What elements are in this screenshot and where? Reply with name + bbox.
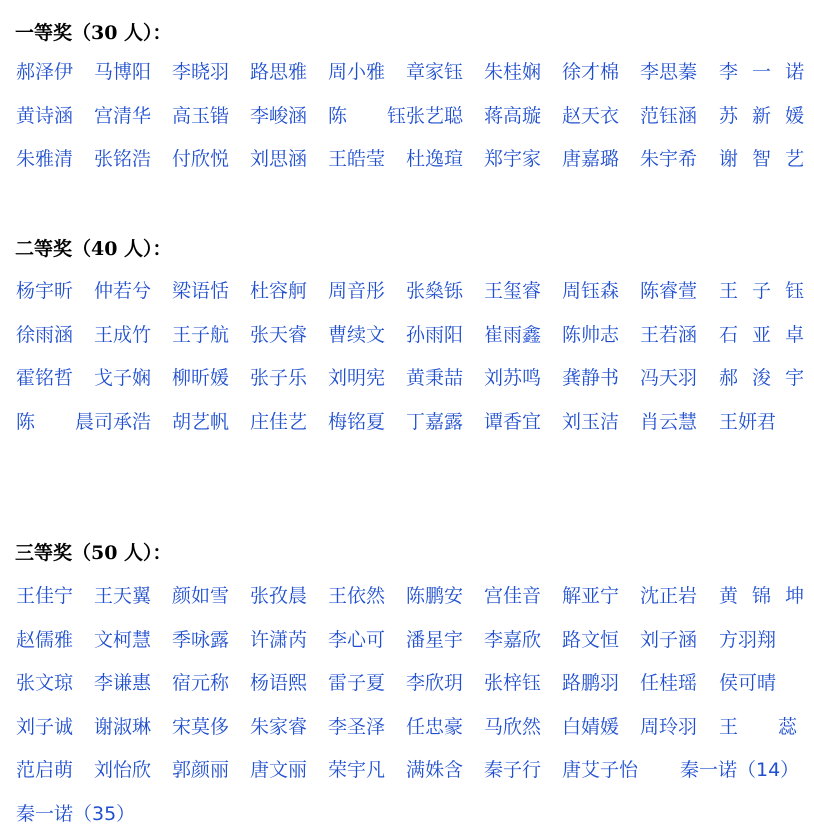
awardee-name: 唐文丽 xyxy=(250,759,308,781)
awardee-name: 李心可 xyxy=(328,629,386,651)
awardee-name: 王佳宁 xyxy=(16,585,74,607)
awardee-name: 颜如雪 xyxy=(172,585,230,607)
awardee-name: 路鹏羽 xyxy=(562,672,620,694)
awardee-name: 郝泽伊 xyxy=(16,61,74,83)
awardee-name: 郑宇家 xyxy=(484,148,542,170)
awardee-name: 唐艾子怡 xyxy=(562,759,639,781)
awardee-name: 张天睿 xyxy=(250,324,308,346)
awardee-name: 朱雅清 xyxy=(16,148,74,170)
awardee-name: 宫佳音 xyxy=(484,585,542,607)
awardee-name: 朱家睿 xyxy=(250,716,308,738)
awardee-name: 秦一诺（14） xyxy=(680,759,800,781)
awardee-name: 李欣玥 xyxy=(406,672,464,694)
awardee-name: 王依然 xyxy=(328,585,386,607)
awardee-name: 郝 浚 宇 xyxy=(719,367,809,389)
awardee-name: 庄佳艺 xyxy=(250,411,308,433)
awardee-name: 周玲羽 xyxy=(640,716,698,738)
awardee-name: 李圣泽 xyxy=(328,716,386,738)
awardee-name: 刘思涵 xyxy=(250,148,308,170)
awardee-name: 王若涵 xyxy=(640,324,698,346)
second-prize-heading: 二等奖（40 人）： xyxy=(15,238,172,260)
awardee-name: 陈 晨 xyxy=(16,411,112,433)
awardee-name: 陈 钰 xyxy=(328,105,424,127)
awardee-name: 司承浩 xyxy=(94,411,152,433)
awardee-name: 王玺睿 xyxy=(484,280,542,302)
awardee-name: 刘怡欣 xyxy=(94,759,152,781)
awardee-name: 高玉锴 xyxy=(172,105,230,127)
awardee-name: 崔雨鑫 xyxy=(484,324,542,346)
awardee-name: 杨宇昕 xyxy=(16,280,74,302)
awardee-name: 石 亚 卓 xyxy=(719,324,809,346)
awardee-name: 梅铭夏 xyxy=(328,411,386,433)
awardee-name: 谢 智 艺 xyxy=(719,148,809,170)
awardee-name: 杨语熙 xyxy=(250,672,308,694)
awardee-name: 张文琼 xyxy=(16,672,74,694)
awardee-name: 李 一 诺 xyxy=(719,61,809,83)
awardee-name: 霍铭哲 xyxy=(16,367,74,389)
awardee-name: 张孜晨 xyxy=(250,585,308,607)
awardee-name: 李峻涵 xyxy=(250,105,308,127)
awardee-name: 潘星宇 xyxy=(406,629,464,651)
awardee-name: 仲若兮 xyxy=(94,280,152,302)
awardee-name: 黄秉喆 xyxy=(406,367,464,389)
awardee-name: 任桂瑶 xyxy=(640,672,698,694)
awardee-name: 李晓羽 xyxy=(172,61,230,83)
awardee-name: 丁嘉露 xyxy=(406,411,464,433)
awardee-name: 徐才棉 xyxy=(562,61,620,83)
awardee-name: 路文恒 xyxy=(562,629,620,651)
awardee-name: 方羽翔 xyxy=(719,629,777,651)
awardee-name: 孙雨阳 xyxy=(406,324,464,346)
awardee-name: 杜逸瑄 xyxy=(406,148,464,170)
awardee-name: 刘苏鸣 xyxy=(484,367,542,389)
awardee-name: 曹续文 xyxy=(328,324,386,346)
awardee-name: 谭香宜 xyxy=(484,411,542,433)
awardee-name: 龚静书 xyxy=(562,367,620,389)
awardee-name: 刘玉洁 xyxy=(562,411,620,433)
awardee-name: 马博阳 xyxy=(94,61,152,83)
awardee-name: 胡艺帆 xyxy=(172,411,230,433)
awardee-name: 文柯慧 xyxy=(94,629,152,651)
awardee-name: 冯天羽 xyxy=(640,367,698,389)
awardee-name: 张子乐 xyxy=(250,367,308,389)
awardee-name: 秦子行 xyxy=(484,759,542,781)
awardee-name: 徐雨涵 xyxy=(16,324,74,346)
awardee-name: 肖云慧 xyxy=(640,411,698,433)
awardee-name: 秦一诺（35） xyxy=(16,803,136,825)
awardee-name: 李思蓁 xyxy=(640,61,698,83)
awardee-name: 解亚宁 xyxy=(562,585,620,607)
awardee-name: 章家钰 xyxy=(406,61,464,83)
awardee-name: 宿元称 xyxy=(172,672,230,694)
awardee-name: 雷子夏 xyxy=(328,672,386,694)
awardee-name: 朱宇希 xyxy=(640,148,698,170)
awardee-name: 郭颜丽 xyxy=(172,759,230,781)
first-prize-heading: 一等奖（30 人）： xyxy=(15,22,172,44)
awardee-name: 张梓钰 xyxy=(484,672,542,694)
awardee-name: 白婧媛 xyxy=(562,716,620,738)
awardee-name: 唐嘉璐 xyxy=(562,148,620,170)
awardee-name: 周钰森 xyxy=(562,280,620,302)
awardee-name: 侯可晴 xyxy=(719,672,777,694)
awardee-name: 谢淑琳 xyxy=(94,716,152,738)
awardee-name: 张艺聪 xyxy=(406,105,464,127)
awardee-name: 范启萌 xyxy=(16,759,74,781)
awardee-name: 蒋高璇 xyxy=(484,105,542,127)
awardee-name: 柳昕媛 xyxy=(172,367,230,389)
awardee-name: 路思雅 xyxy=(250,61,308,83)
awardee-name: 满姝含 xyxy=(406,759,464,781)
awardee-name: 戈子娴 xyxy=(94,367,152,389)
awardee-name: 李嘉欣 xyxy=(484,629,542,651)
awardee-name: 王子航 xyxy=(172,324,230,346)
awardee-name: 陈帅志 xyxy=(562,324,620,346)
awardee-name: 陈睿萱 xyxy=(640,280,698,302)
awardee-name: 张铭浩 xyxy=(94,148,152,170)
awardee-name: 黄 锦 坤 xyxy=(719,585,809,607)
awardee-name: 王妍君 xyxy=(719,411,777,433)
awardee-name: 李谦惠 xyxy=(94,672,152,694)
awardee-name: 范钰涵 xyxy=(640,105,698,127)
awardee-name: 许潇芮 xyxy=(250,629,308,651)
awardee-name: 宫清华 xyxy=(94,105,152,127)
awardee-name: 赵天衣 xyxy=(562,105,620,127)
awardee-name: 王皓莹 xyxy=(328,148,386,170)
awardee-name: 王成竹 xyxy=(94,324,152,346)
awardee-name: 赵儒雅 xyxy=(16,629,74,651)
awardee-name: 刘子涵 xyxy=(640,629,698,651)
awardee-name: 王 子 钰 xyxy=(719,280,809,302)
awardee-name: 刘子诚 xyxy=(16,716,74,738)
awardee-name: 王 蕊 xyxy=(719,716,814,738)
awardee-name: 任忠豪 xyxy=(406,716,464,738)
awardee-name: 荣宇凡 xyxy=(328,759,386,781)
awardee-name: 宋莫侈 xyxy=(172,716,230,738)
awardee-name: 梁语恬 xyxy=(172,280,230,302)
awardee-name: 周音彤 xyxy=(328,280,386,302)
awardee-name: 黄诗涵 xyxy=(16,105,74,127)
awardee-name: 张燊铄 xyxy=(406,280,464,302)
awardee-name: 王天翼 xyxy=(94,585,152,607)
awardee-name: 周小雅 xyxy=(328,61,386,83)
third-prize-heading: 三等奖（50 人）： xyxy=(15,542,172,564)
awardee-name: 苏 新 媛 xyxy=(719,105,809,127)
awardee-name: 季咏露 xyxy=(172,629,230,651)
awardee-name: 杜容舸 xyxy=(250,280,308,302)
awardee-name: 付欣悦 xyxy=(172,148,230,170)
awardee-name: 陈鹏安 xyxy=(406,585,464,607)
awardee-name: 刘明宪 xyxy=(328,367,386,389)
awardee-name: 朱桂娴 xyxy=(484,61,542,83)
awardee-name: 沈正岩 xyxy=(640,585,698,607)
awardee-name: 马欣然 xyxy=(484,716,542,738)
